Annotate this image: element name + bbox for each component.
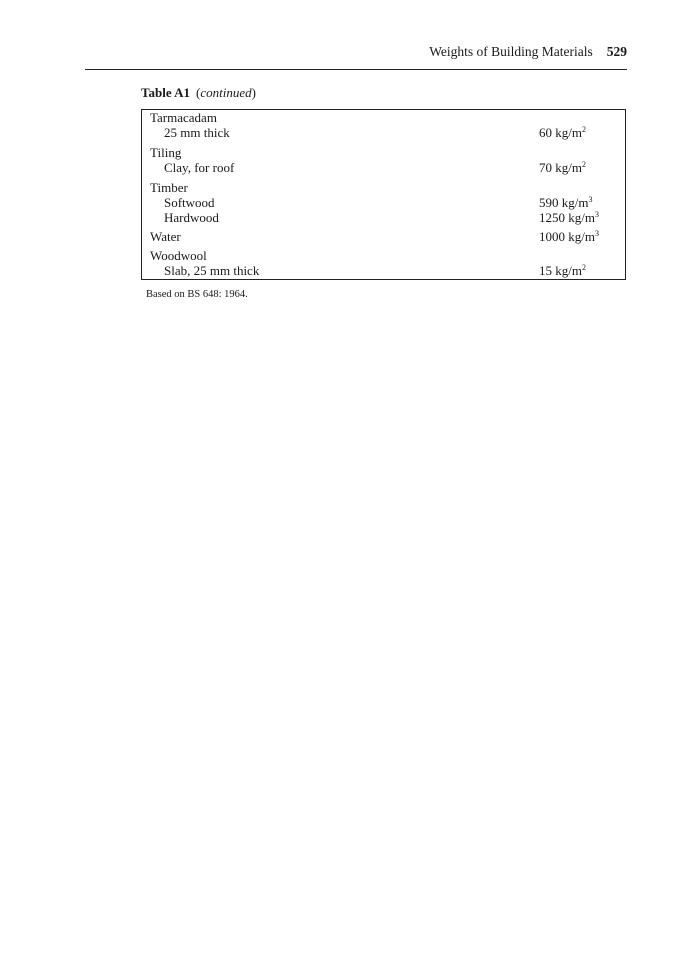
- table-row: [142, 160, 625, 175]
- weight-value: [539, 125, 586, 140]
- table-continued-note: (continued): [196, 85, 256, 100]
- unit-exponent: 3: [594, 210, 599, 219]
- table-footnote: Based on BS 648: 1964.: [146, 289, 248, 300]
- table-row: [142, 210, 625, 225]
- category-label: Tarmacadam: [150, 110, 217, 125]
- weight-text: 1250 kg/m: [539, 210, 595, 225]
- weight-value: [539, 160, 586, 175]
- table-row: [142, 263, 625, 278]
- item-label: 25 mm thick: [164, 125, 230, 140]
- table-row: [142, 195, 625, 210]
- unit-exponent: 3: [588, 195, 593, 204]
- category-label: Timber: [150, 180, 188, 195]
- table-row: [142, 248, 625, 263]
- header-rule: [85, 69, 627, 70]
- weight-value: [539, 263, 586, 278]
- category-label: Water: [150, 229, 181, 244]
- weight-value: [539, 229, 599, 244]
- unit-exponent: 2: [581, 160, 586, 169]
- item-label: Clay, for roof: [164, 160, 235, 175]
- table-row: [142, 180, 625, 195]
- running-title: Weights of Building Materials: [429, 44, 593, 59]
- weight-text: 15 kg/m: [539, 263, 582, 278]
- weight-text: 60 kg/m: [539, 125, 582, 140]
- weight-text: 590 kg/m: [539, 195, 589, 210]
- weight-value: [539, 195, 592, 210]
- weight-text: 70 kg/m: [539, 160, 582, 175]
- table-row: [142, 110, 625, 125]
- table-row: [142, 229, 625, 244]
- table-row: [142, 145, 625, 160]
- continued-text: continued: [200, 85, 252, 100]
- table-caption: [141, 85, 256, 101]
- item-label: Slab, 25 mm thick: [164, 263, 260, 278]
- weight-value: [539, 210, 599, 225]
- category-label: Woodwool: [150, 248, 207, 263]
- running-head: [0, 44, 627, 60]
- item-label: Softwood: [164, 195, 215, 210]
- item-label: Hardwood: [164, 210, 219, 225]
- weight-text: 1000 kg/m: [539, 229, 595, 244]
- unit-exponent: 2: [581, 263, 586, 272]
- unit-exponent: 2: [581, 125, 586, 134]
- category-label: Tiling: [150, 145, 182, 160]
- page-number: 529: [606, 44, 627, 59]
- table-label: Table A1: [141, 85, 191, 100]
- unit-exponent: 3: [594, 229, 599, 238]
- materials-table: [141, 109, 626, 280]
- table-row: [142, 125, 625, 140]
